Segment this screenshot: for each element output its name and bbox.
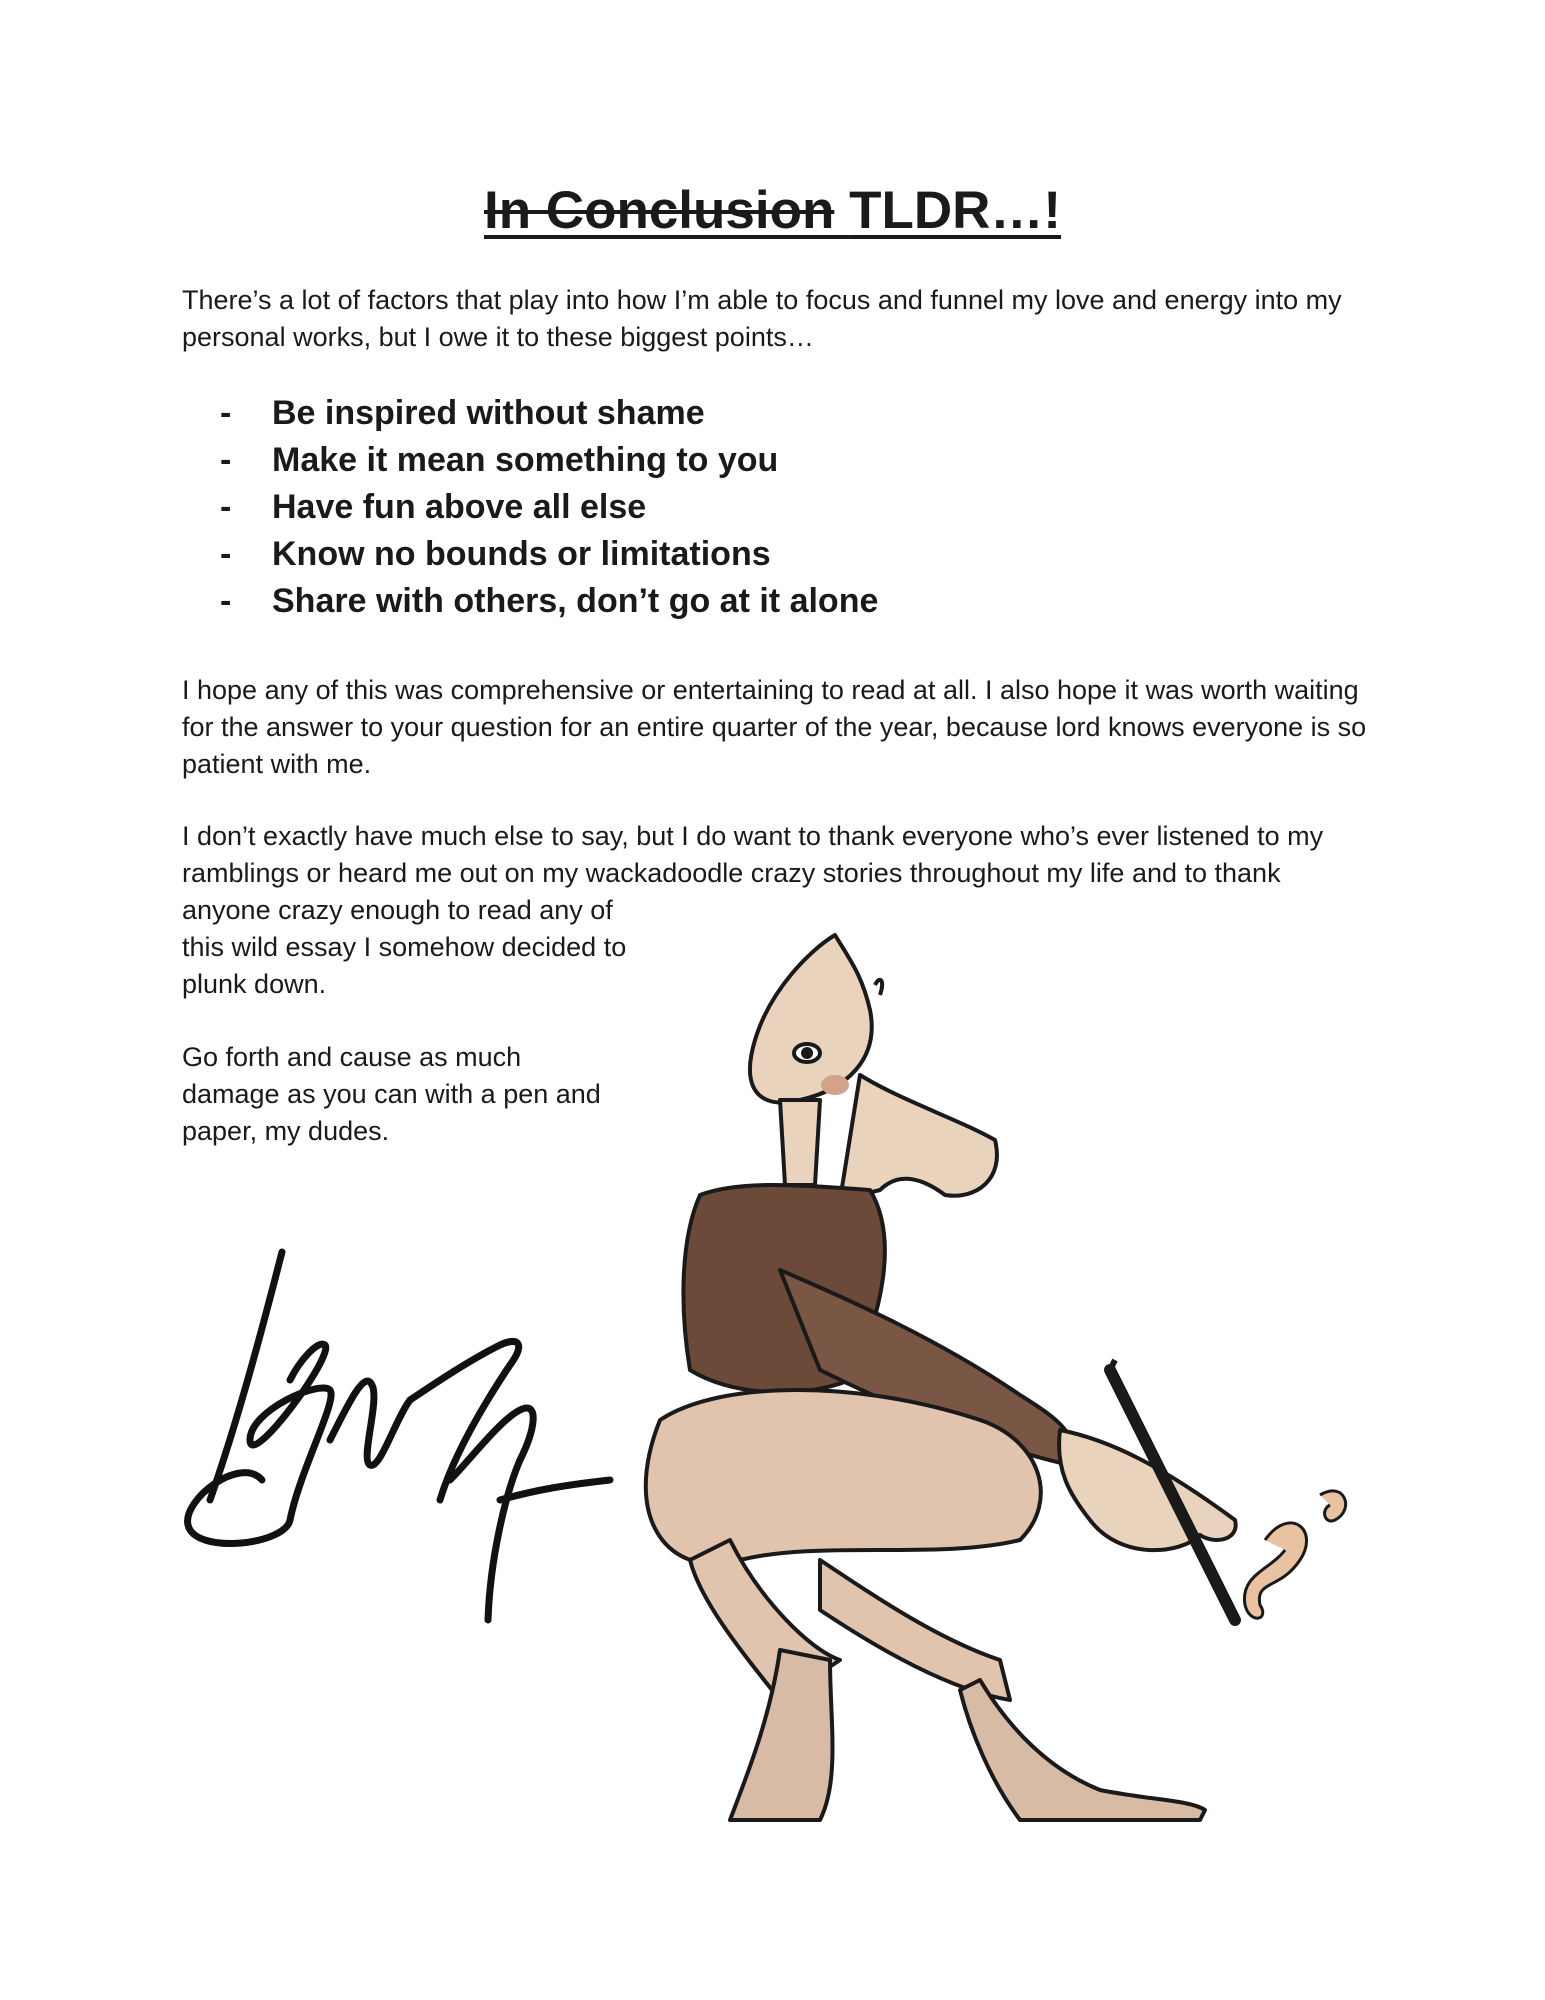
bullet-dash: -	[220, 535, 232, 573]
list-item	[220, 437, 878, 484]
character-eye	[794, 1044, 820, 1062]
character-raised-arm	[840, 1075, 997, 1200]
list-item	[220, 531, 878, 578]
title-struck-text: In Conclusion	[483, 181, 835, 240]
bullet-dash: -	[220, 582, 232, 620]
bullet-dash: -	[220, 441, 232, 479]
title-main-text: TLDR…!	[849, 181, 1062, 240]
point-text: Be inspired without shame	[272, 394, 705, 432]
character-jacket	[683, 1185, 884, 1392]
key-points-list	[220, 390, 878, 625]
page-title	[0, 180, 1545, 241]
point-text: Know no bounds or limitations	[272, 535, 771, 573]
signature-mark	[188, 1252, 610, 1620]
character-extended-arm	[780, 1270, 1073, 1465]
pen-smoke	[1244, 1523, 1306, 1618]
character-boot-left	[730, 1650, 833, 1820]
character-hand	[1059, 1430, 1236, 1550]
point-text: Make it mean something to you	[272, 441, 779, 479]
character-illustration	[646, 935, 1346, 1820]
point-text: Have fun above all else	[272, 488, 647, 526]
list-item	[220, 484, 878, 531]
character-lower-leg-back	[820, 1560, 1010, 1700]
thanks-paragraph-wide: I don’t exactly have much else to say, but I do want to thank everyone who’s ever listened to my ramblings or heard me out on my wackadoodle crazy stories throughout my life and to thank	[182, 821, 1324, 888]
character-thigh	[646, 1390, 1041, 1564]
character-head	[750, 935, 872, 1103]
list-item	[220, 578, 878, 625]
hope-paragraph: I hope any of this was comprehensive or entertaining to read at all. I also hope it was worth waiting for the answer to your question for an entire quarter of the year, because lord knows everyone is so patient with me.	[182, 675, 1367, 779]
list-item	[220, 390, 878, 437]
closing-paragraph: Go forth and cause as much damage as you can with a pen and paper, my dudes.	[182, 1042, 601, 1146]
bullet-dash: -	[220, 394, 232, 432]
intro-paragraph: There’s a lot of factors that play into how I’m able to focus and funnel my love and energy into my personal works, but I owe it to these biggest points…	[182, 285, 1342, 352]
character-boot-right	[960, 1680, 1205, 1820]
thanks-paragraph-narrow: anyone crazy enough to read any of this wild essay I somehow decided to plunk down.	[182, 895, 627, 999]
fountain-pen	[1110, 1370, 1235, 1620]
bullet-dash: -	[220, 488, 232, 526]
character-lower-leg-front	[690, 1540, 840, 1700]
point-text: Share with others, don’t go at it alone	[272, 582, 879, 620]
